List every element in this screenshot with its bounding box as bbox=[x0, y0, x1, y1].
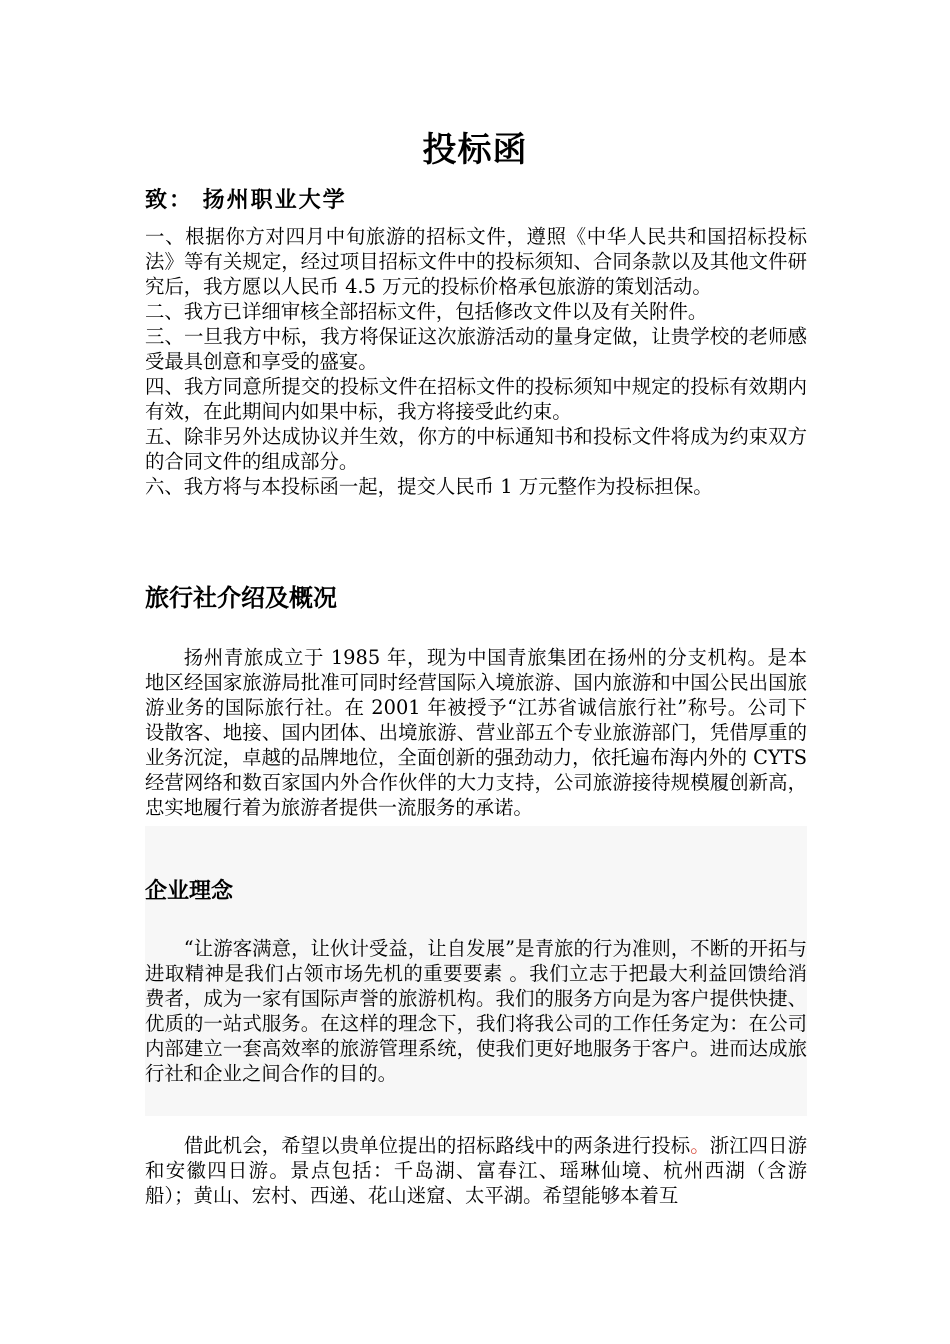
idea-paragraph: “让游客满意，让伙计受益，让自发展”是青旅的行为准则，不断的开拓与进取精神是我们占领市场先机的重要要素 。我们立志于把最大利益回馈给消费者，成为一家有国际声誉的旅游机构。我们的服务方向是为客户提供快捷、优质的一站式服务。在这样的理念下，我们将我公司的工作任务定为：在公司内部建立一套高效率的旅游管理系统，使我们更好地服务于客户。进而达成旅行社和企业之间合作的目的。 bbox=[145, 937, 807, 1085]
bid-item-5: 五、除非另外达成协议并生效，你方的中标通知书和投标文件将成为约束双方的合同文件的组成部分。 bbox=[145, 425, 807, 473]
idea-block bbox=[145, 936, 807, 1086]
agency-intro-paragraph: 扬州青旅成立于 1985 年，现为中国青旅集团在扬州的分支机构。是本地区经国家旅游局批准可同时经营国际入境旅游、国内旅游和中国公民出国旅游业务的国际旅行社。在 2001 年被授予“江苏省诚信旅行社”称号。公司下设散客、地接、国内团体、出境旅游、营业部五个专业旅游部门，凭借厚重的业务沉淀，卓越的品牌地位，全面创新的强劲动力，依托遍布海内外的 CYTS 经营网络和数百家国内外合作伙伴的大力支持，公司旅游接待规模履创新高，忠实地履行着为旅游者提供一流服务的承诺。 bbox=[145, 646, 807, 819]
section-heading-agency: 旅行社介绍及概况 bbox=[145, 583, 337, 612]
closing-text-part-2: 浙江四日游和安徽四日游。景点包括：千岛湖、富春江、瑶琳仙境、杭州西湖（含游船）；黄山、宏村、西递、花山迷窟、太平湖。希望能够本着互 bbox=[145, 1134, 808, 1207]
page-title: 投标函 bbox=[422, 130, 528, 170]
bid-items-list bbox=[145, 224, 807, 499]
bid-item-1: 一、根据你方对四月中旬旅游的招标文件，遵照《中华人民共和国招标投标法》等有关规定，经过项目招标文件中的投标须知、合同条款以及其他文件研究后，我方愿以人民币 4.5 万元的投标价格承包旅游的策划活动。 bbox=[145, 225, 807, 298]
bid-item-2: 二、我方已详细审核全部招标文件，包括修改文件以及有关附件。 bbox=[145, 300, 708, 323]
bid-item-3: 三、一旦我方中标，我方将保证这次旅游活动的量身定做，让贵学校的老师感受最具创意和享受的盛宴。 bbox=[145, 325, 807, 373]
agency-intro-block bbox=[145, 645, 807, 820]
bid-item-4: 四、我方同意所提交的投标文件在招标文件的投标须知中规定的投标有效期内有效，在此期间内如果中标，我方将接受此约束。 bbox=[145, 375, 807, 423]
closing-red-period: 。 bbox=[690, 1134, 710, 1157]
closing-text-part-1: 借此机会，希望以贵单位提出的招标路线中的两条进行投标 bbox=[183, 1134, 691, 1157]
closing-paragraph bbox=[145, 1133, 807, 1208]
addressee-line: 致： 扬州职业大学 bbox=[145, 187, 347, 213]
section-heading-idea: 企业理念 bbox=[145, 878, 234, 904]
bid-item-6: 六、我方将与本投标函一起，提交人民币 1 万元整作为投标担保。 bbox=[145, 475, 713, 498]
closing-block bbox=[145, 1133, 807, 1208]
